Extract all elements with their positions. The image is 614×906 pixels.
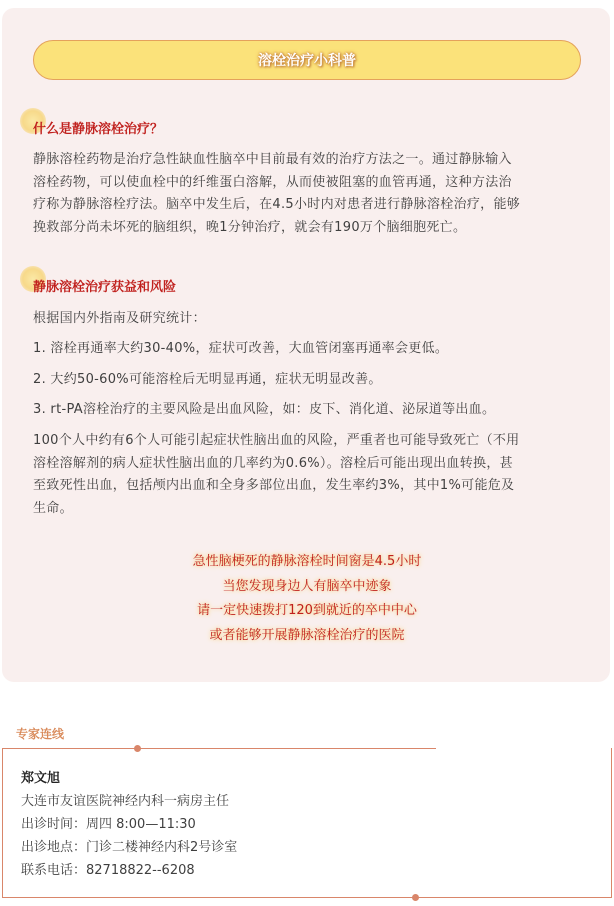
expert-location: 出诊地点：门诊二楼神经内科2号诊室 (21, 840, 238, 855)
expert-position: 大连市友谊医院神经内科一病房主任 (21, 794, 230, 809)
notice-line: 当您发现身边人有脑卒中迹象 (222, 578, 392, 594)
section1-line: 疗称为静脉溶栓疗法。脑卒中发生后，在4.5小时内对患者进行静脉溶栓治疗，能够 (33, 197, 521, 212)
section2-item-3: 3. rt-PA溶栓治疗的主要风险是出血风险，如：皮下、消化道、泌尿道等出血。 (33, 402, 496, 417)
risk-line: 100个人中约有6个人可能引起症状性脑出血的风险，严重者也可能导致死亡（不用 (33, 433, 520, 448)
risk-line: 溶栓溶解剂的病人症状性脑出血的几率约为0.6%）。溶栓后可能出现出血转换，甚 (33, 455, 513, 471)
frame-line (2, 748, 436, 749)
section2-intro: 根据国内外指南及研究统计： (33, 311, 206, 326)
frame-line (611, 748, 612, 898)
expert-phone: 联系电话：82718822--6208 (21, 863, 195, 878)
frame-line (2, 748, 3, 898)
frame-node-icon (134, 745, 141, 752)
section1-line: 静脉溶栓药物是治疗急性缺血性脑卒中目前最有效的治疗方法之一。通过静脉输入 (33, 152, 512, 167)
notice-line: 急性脑梗死的静脉溶栓时间窗是4.5小时 (192, 554, 422, 569)
section1-heading: 什么是静脉溶栓治疗？ (33, 122, 164, 137)
emergency-notice (0, 550, 614, 648)
expert-hours: 出诊时间：周四 8:00—11:30 (21, 817, 196, 832)
expert-name: 郑文旭 (21, 771, 61, 786)
section2-heading: 静脉溶栓治疗获益和风险 (33, 280, 177, 295)
frame-node-icon (412, 894, 419, 901)
notice-line: 请一定快速拨打120到就近的卒中中心 (197, 603, 417, 618)
banner-title-pill (33, 40, 581, 80)
section2-item-1: 1. 溶栓再通率大约30-40%，症状可改善，大血管闭塞再通率会更低。 (33, 341, 449, 356)
section2-risk-paragraph (33, 430, 585, 520)
notice-line: 或者能够开展静脉溶栓治疗的医院 (209, 627, 405, 643)
section1-line: 溶栓药物，可以使血栓中的纤维蛋白溶解，从而使被阻塞的血管再通，这种方法治 (33, 174, 512, 190)
section1-line: 挽救部分尚未坏死的脑组织，晚1分钟治疗，就会有190万个脑细胞死亡。 (33, 219, 467, 235)
expert-section-tag: 专家连线 (16, 727, 65, 741)
banner-title: 溶栓治疗小科普 (258, 53, 356, 69)
risk-line: 生命。 (33, 500, 73, 516)
section2-item-2: 2. 大约50-60%可能溶栓后无明显再通，症状无明显改善。 (33, 372, 382, 387)
risk-line: 至致死性出血，包括颅内出血和全身多部位出血，发生率约3%，其中1%可能危及 (33, 478, 515, 493)
section1-body (33, 149, 585, 239)
frame-gap (436, 748, 612, 749)
frame-line (2, 897, 612, 898)
